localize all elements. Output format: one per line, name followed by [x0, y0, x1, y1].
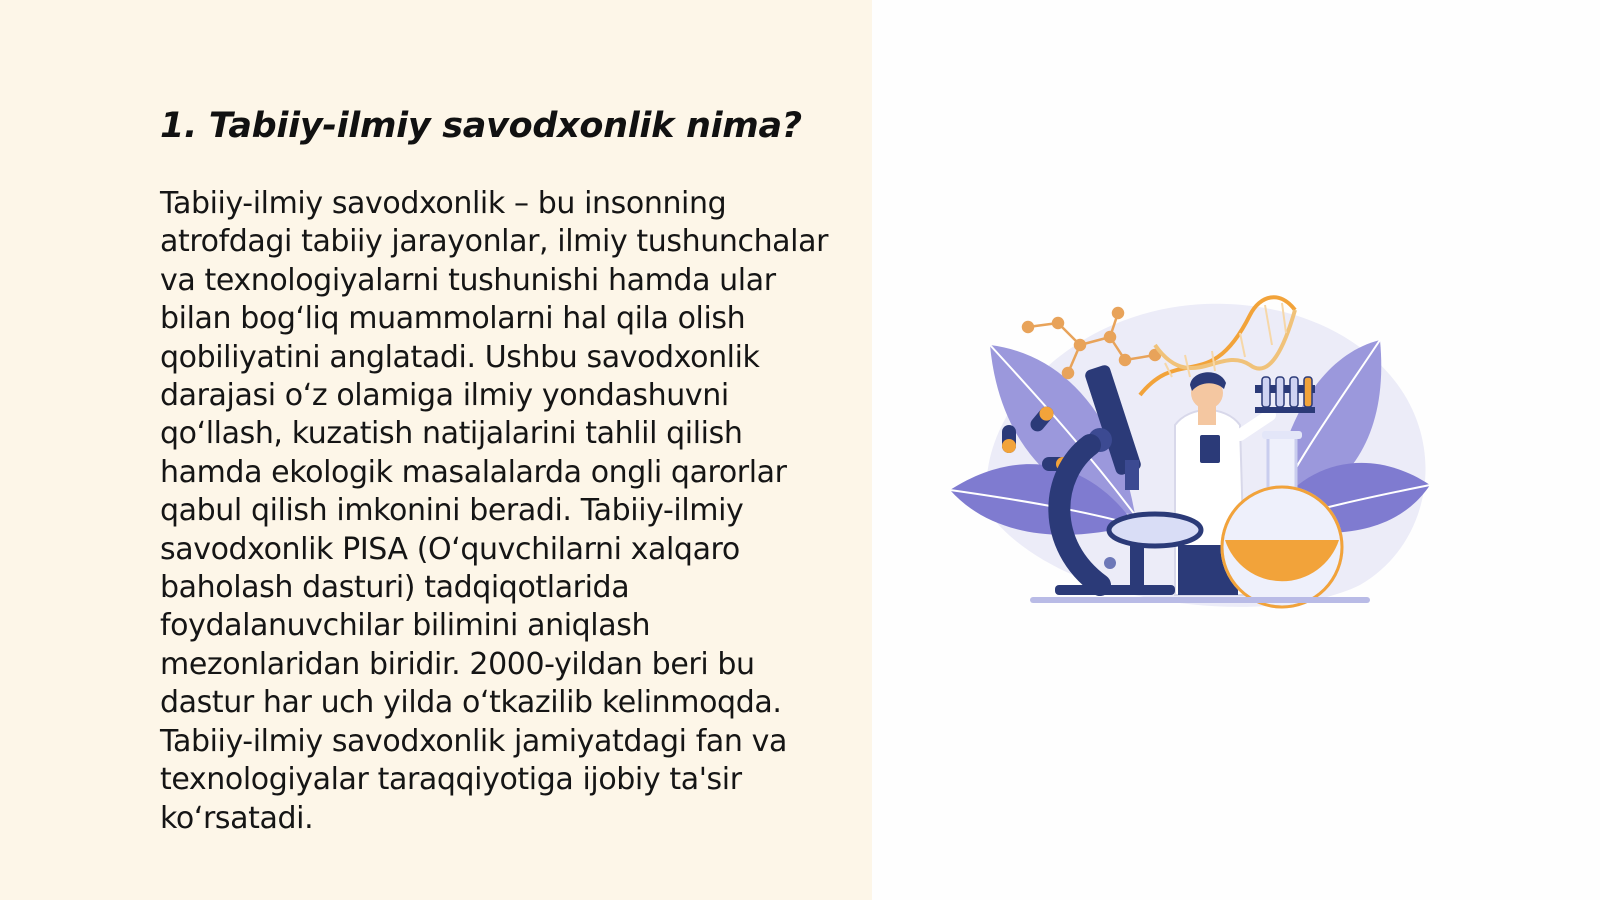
slide-heading: 1. Tabiiy-ilmiy savodxonlik nima?	[160, 106, 802, 146]
ground-line	[1030, 597, 1370, 603]
scientist-laboratory-illustration	[950, 285, 1450, 625]
slide-body-text: Tabiiy-ilmiy savodxonlik – bu insonning atrofdagi tabiiy jarayonlar, ilmiy tushunchalar va texnologiyalarni tushunishi hamda ular bilan bog‘liq muammolarni hal qila olish qobiliyatini anglatadi. Ushbu savodxonlik darajasi o‘z olamiga ilmiy yondashuvni qo‘llash, kuzatish natijalarini tahlil qilish hamda ekologik masalalarda ongli qarorlar qabul qilish imkonini beradi. Tabiiy-ilmiy savodxonlik PISA (O‘quvchilarni xalqaro baholash dasturi) tadqiqotlarida foydalanuvchilar bilimini aniqlash mezonlaridan biridir. 2000-yildan beri bu dastur har uch yilda o‘tkazilib kelinmoqda. Tabiiy-ilmiy savodxonlik jamiyatdagi fan va texnologiyalar taraqqiyotiga ijobiy ta'sir ko‘rsatadi.	[160, 186, 829, 836]
